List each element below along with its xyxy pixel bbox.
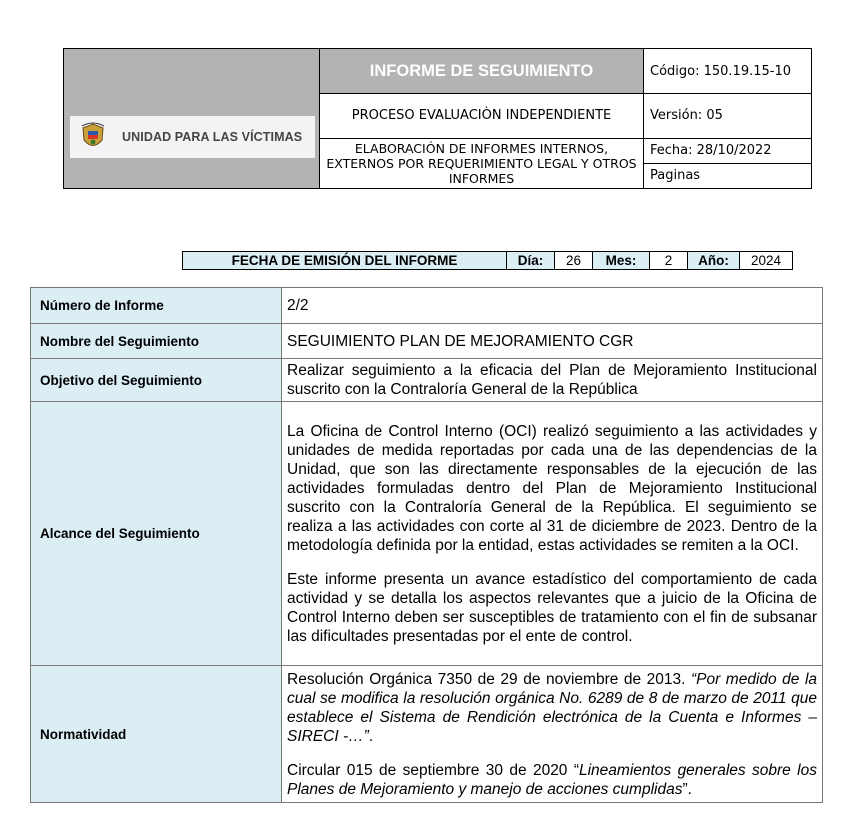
emission-label: FECHA DE EMISIÓN DEL INFORME [183,252,507,270]
normatividad-label: Normatividad [31,666,282,803]
year-label: Año: [688,252,740,270]
alcance-label: Alcance del Seguimiento [31,402,282,666]
coat-of-arms-icon [80,122,106,152]
norma-1-quote: “Por medido de la cual se modifica la resolución orgánica No. 6289 de 8 de marzo de 2011 que establece el Sistema de Rendición electrónica de la Cuenta e Informes – SIRECI -…” [287,670,818,745]
procedure-name: ELABORACIÓN DE INFORMES INTERNOS, EXTERNOS POR REQUERIMIENTO LEGAL Y OTROS INFORMES [320,138,644,188]
norma-1 [287,670,817,746]
month-label: Mes: [593,252,650,270]
numero-label: Número de Informe [31,288,282,324]
alcance-paragraph-1: La Oficina de Control Interno (OCI) realizó seguimiento a las actividades y unidades de medida reportadas por cada una de las dependencias de la Unidad, que son las directamente responsables de la ejecución de las actividades formuladas dentro del Plan de Mejoramiento Institucional suscrito con la Contraloría General de la República. El seguimiento se realiza a las actividades con corte al 31 de diciembre de 2023. Dentro de la metodología definida por la entidad, estas actividades se remiten a la OCI. [287,422,817,554]
table-row [31,666,823,803]
alcance-paragraph-2: Este informe presenta un avance estadístico del comportamiento de cada actividad y se detalla los aspectos relevantes que a juicio de la Oficina de Control Interno deben ser susceptibles de tratamiento con el fin de subsanar las dificultades presentadas por el ente de control. [287,570,817,645]
nombre-value: SEGUIMIENTO PLAN DE MEJORAMIENTO CGR [282,324,823,359]
emission-date [182,251,793,270]
table-row [31,324,823,359]
document-date: Fecha: 28/10/2022 [644,138,812,163]
process-name: PROCESO EVALUACIÒN INDEPENDIENTE [320,94,644,138]
nombre-label: Nombre del Seguimiento [31,324,282,359]
table-row [31,288,823,324]
day-label: Día: [507,252,555,270]
document-header [63,48,812,189]
entity-logo [70,116,315,158]
norma-1-title: Resolución Orgánica 7350 de 29 de noviembre de 2013. [287,670,691,688]
normatividad-value [282,666,823,803]
objetivo-value: Realizar seguimiento a la eficacia del Plan de Mejoramiento Institucional suscrito con la Contraloría General de la República [282,359,823,402]
logo-cell [64,49,320,189]
norma-2 [287,761,817,799]
document-title: INFORME DE SEGUIMIENTO [320,49,644,94]
objetivo-label: Objetivo del Seguimiento [31,359,282,402]
norma-2-quote: Lineamientos generales sobre los Planes de Mejoramiento y manejo de acciones cumplidas [287,761,817,798]
day-value: 26 [555,252,593,270]
document-version: Versión: 05 [644,94,812,138]
norma-2-title: Circular 015 de septiembre 30 de 2020 “ [287,761,579,779]
table-row [31,402,823,666]
month-value: 2 [650,252,688,270]
norma-2-end: ”. [682,780,692,798]
document-code: Código: 150.19.15-10 [644,49,812,94]
report-info-table [30,287,823,803]
logo-text: UNIDAD PARA LAS VÍCTIMAS [122,130,303,144]
table-row [31,359,823,402]
document-pages: Paginas [644,163,812,188]
norma-1-end: . [368,727,374,745]
alcance-value [282,402,823,666]
numero-value: 2/2 [282,288,823,324]
year-value: 2024 [740,252,793,270]
